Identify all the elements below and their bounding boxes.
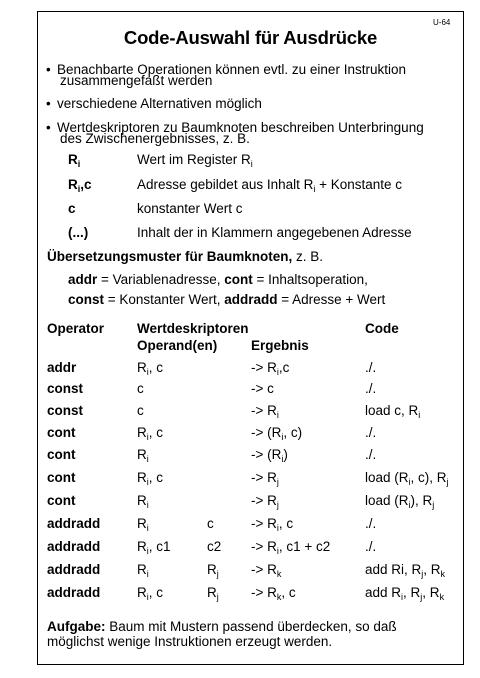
- subscript: i: [276, 410, 279, 420]
- bullet-dot: •: [46, 120, 51, 135]
- slide-title: Code-Auswahl für Ausdrücke: [123, 27, 378, 48]
- row-code: load $(R_i)$, $R_j$: [365, 493, 435, 510]
- descriptor-description: Adresse gebildet aus Inhalt $R_i$ + Konstante c: [137, 177, 403, 194]
- descriptor-symbol: $R_i$: [68, 152, 81, 169]
- subscript: j: [276, 477, 279, 487]
- row-result: -> $R_k$: [251, 562, 282, 579]
- task-line-2: möglichst wenige Instruktionen erzeugt werden.: [47, 634, 333, 649]
- legend-text: = Inhaltsoperation,: [252, 272, 368, 287]
- subscript: i: [276, 523, 279, 533]
- descriptor-symbol: (...): [68, 225, 89, 240]
- row-operand-2: c2: [207, 539, 222, 554]
- row-operand-1: c: [137, 381, 144, 396]
- row-operator: const: [47, 381, 84, 396]
- subscript: i: [408, 500, 411, 510]
- task-label: Aufgabe:: [47, 619, 106, 634]
- subscript: i: [276, 367, 279, 377]
- row-operand-1: $R_i$, c: [137, 360, 164, 377]
- legend-text: = Adresse + Wert: [277, 292, 386, 307]
- row-operand-1: $R_i$: [137, 447, 149, 464]
- row-operand-1: $R_i$: [137, 562, 149, 579]
- subscript: j: [421, 569, 424, 579]
- row-operand-1: $R_i$, c: [137, 470, 164, 487]
- row-result: -> ($R_i$, c): [251, 425, 303, 442]
- row-operator: addradd: [47, 585, 101, 600]
- row-operand-1: $R_i$: [137, 493, 149, 510]
- subscript: i: [146, 500, 149, 510]
- row-code: ./.: [365, 539, 377, 554]
- descriptor-description: Inhalt der in Klammern angegebenen Adresse: [137, 225, 412, 240]
- row-result: -> $R_i$: [251, 403, 279, 420]
- task-line-1: [47, 620, 397, 633]
- row-result: -> c: [251, 381, 274, 396]
- row-operand-1: $R_i$: [137, 516, 149, 533]
- subscript: i: [281, 432, 284, 442]
- row-operator: addradd: [47, 516, 101, 531]
- row-code: load c, $R_i$: [365, 403, 421, 420]
- bullet-1-line2: zusammengefaßt werden: [60, 73, 213, 88]
- legend-text: = Variablenadresse,: [97, 272, 225, 287]
- row-code: load ($R_i$, c), $R_j$: [365, 470, 449, 487]
- descriptor-description: Wert im Register $R_i$: [137, 152, 253, 169]
- legend-term: addr: [68, 272, 98, 287]
- task-text-1: Baum mit Mustern passend überdecken, so daß: [105, 619, 397, 634]
- subscript: i: [146, 454, 149, 464]
- subscript: i: [146, 592, 149, 602]
- subscript: i: [276, 546, 279, 556]
- subscript: k: [439, 592, 445, 602]
- descriptor-symbol: c: [68, 201, 76, 216]
- row-result: -> $(R_i)$: [251, 447, 288, 464]
- row-result: -> $R_i,c$: [251, 360, 290, 377]
- row-code: ./.: [365, 516, 377, 531]
- legend-line-2: [68, 293, 385, 306]
- row-operand-1: $R_i$, c: [137, 425, 164, 442]
- header-code: Code: [365, 321, 399, 336]
- subscript: i: [146, 367, 149, 377]
- row-operand-2: $R_j$: [207, 562, 219, 579]
- legend-term: cont: [224, 272, 253, 287]
- row-operator: addradd: [47, 562, 101, 577]
- subscript: k: [276, 569, 282, 579]
- pattern-heading-bold: Übersetzungsmuster für Baumknoten,: [47, 249, 293, 264]
- header-wertdeskriptoren: Wertdeskriptoren: [137, 321, 249, 336]
- subscript: i: [77, 159, 81, 169]
- descriptor-description: konstanter Wert c: [137, 201, 243, 216]
- row-operator: addr: [47, 360, 77, 375]
- subscript: i: [250, 159, 253, 169]
- row-operand-1: $R_i$, c1: [137, 539, 171, 556]
- legend-term: const: [68, 292, 105, 307]
- bullet-1-line1: Benachbarte Operationen können evtl. zu einer Instruktion: [57, 62, 406, 77]
- subscript: j: [216, 592, 219, 602]
- row-result: -> $R_i$, c1 + c2: [251, 539, 331, 556]
- slide-number: U-64: [433, 18, 451, 27]
- descriptor-symbol: $R_i,c$: [68, 177, 92, 194]
- subscript: i: [77, 184, 81, 194]
- row-operand-1: c: [137, 403, 144, 418]
- legend-term: addradd: [224, 292, 278, 307]
- bullet-3-line1: Wertdeskriptoren zu Baumknoten beschreiben Unterbringung: [57, 120, 424, 135]
- row-result: -> $R_j$: [251, 470, 279, 487]
- subscript: j: [420, 592, 423, 602]
- pattern-heading-normal: z. B.: [292, 249, 324, 264]
- row-operator: cont: [47, 447, 76, 462]
- header-operator: Operator: [47, 321, 105, 336]
- subscript: i: [146, 546, 149, 556]
- row-code: ./.: [365, 360, 377, 375]
- row-operand-1: $R_i$, c: [137, 585, 164, 602]
- row-result: -> $R_k$, c: [251, 585, 296, 602]
- header-operanden: Operand(en): [137, 338, 218, 353]
- pattern-heading: [47, 250, 323, 263]
- subscript: i: [146, 523, 149, 533]
- subscript: j: [446, 477, 449, 487]
- bullet-dot: •: [46, 62, 51, 77]
- row-result: -> $R_i$, c: [251, 516, 294, 533]
- row-code: ./.: [365, 381, 377, 396]
- subscript: i: [146, 477, 149, 487]
- bullet-2-line1: verschiedene Alternativen möglich: [57, 96, 262, 111]
- row-operator: cont: [47, 470, 76, 485]
- row-code: add Ri, $R_j$, $R_k$: [365, 562, 446, 579]
- subscript: i: [418, 410, 421, 420]
- row-operator: const: [47, 403, 84, 418]
- subscript: j: [276, 500, 279, 510]
- subscript: i: [146, 569, 149, 579]
- row-operand-2: c: [207, 516, 214, 531]
- header-ergebnis: Ergebnis: [251, 338, 309, 353]
- row-code: ./.: [365, 447, 377, 462]
- row-operator: cont: [47, 425, 76, 440]
- legend-text: = Konstanter Wert,: [104, 292, 225, 307]
- subscript: j: [432, 500, 435, 510]
- row-operator: addradd: [47, 539, 101, 554]
- subscript: i: [401, 592, 404, 602]
- subscript: i: [146, 432, 149, 442]
- row-operator: cont: [47, 493, 76, 508]
- subscript: i: [313, 184, 316, 194]
- subscript: i: [408, 477, 411, 487]
- row-result: -> $R_j$: [251, 493, 279, 510]
- row-code: ./.: [365, 425, 377, 440]
- row-code: add $R_i$, $R_j$, $R_k$: [365, 585, 445, 602]
- row-operand-2: $R_j$: [207, 585, 219, 602]
- subscript: k: [276, 592, 282, 602]
- bullet-3-line2: des Zwischenergebnisses, z. B.: [60, 131, 250, 146]
- subscript: k: [440, 569, 446, 579]
- subscript: j: [216, 569, 219, 579]
- legend-line-1: [68, 273, 368, 286]
- bullet-dot: •: [46, 96, 51, 111]
- subscript: i: [281, 454, 284, 464]
